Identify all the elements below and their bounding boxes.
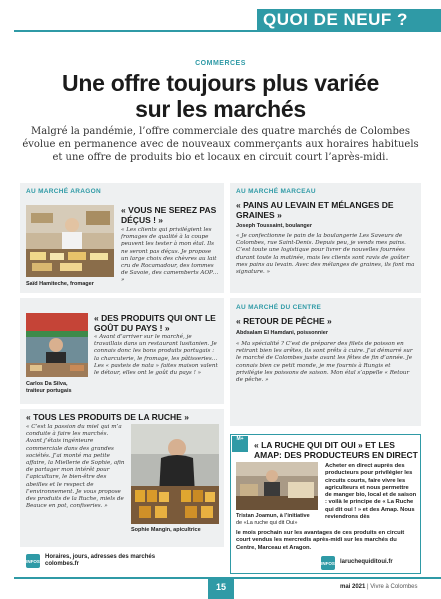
traiteur-caption-name: Carlos Da Silva, [26,381,68,387]
author-boulanger: Joseph Toussaint, boulanger [236,223,312,229]
amap-text-bottom: le mois prochain sur les avantages de ces produits en circuit court vendus les mercredis après-midi sur les marchés du Centre, Marceau et Aragon. [236,530,405,551]
info-icon: INFOS [321,556,335,570]
quote-text-poissonnier: « Ma spécialité ? C’est de préparer des filets de poisson en retirant bien les arêtes, ils sont prêts à cuire. J’ai démarré sur le marché de Colombes juste avant les fêtes de fin d’année. Je connais bien ce petit monde, je me fournis à Rungis et privilégie les poissons de saison. Mon étal s’appelle « Retour de pêche. » [236,341,413,384]
amap-title: « LA RUCHE QUI DIT OUI » ET LES AMAP: DES PRODUCTEURS EN DIRECT [254,440,418,460]
section-kicker: COMMERCES [195,60,246,67]
page-number: 15 [208,577,234,599]
section-header-title: QUOI DE NEUF ? [263,10,408,29]
quote-title-poissonnier: « RETOUR DE PÊCHE » [236,316,332,326]
footer-issue [340,584,418,590]
author-poissonnier: Abdsalam El Hamdani, poissonnier [236,330,328,336]
traiteur-caption [26,381,90,395]
headline-line-1: Une offre toujours plus variée [62,70,379,96]
producteur-photo [236,462,318,510]
quote-text-fromager: « Les clients qui privilégient les fromages de qualité à la coupe peuvent les tester à mon étal. Ils ne seront pas déçus. Je propose un large choix des chèvres au lait cru de Rocamadour, des tommes de Savoie, des camemberts AOP… » [121,227,219,284]
info-ruche [321,555,421,571]
traiteur-photo [26,313,88,377]
footer-separator: | [367,584,371,590]
fromager-photo [26,205,114,277]
quote-title-fromager: « VOUS NE SEREZ PAS DÉÇUS ! » [121,205,217,225]
header-rule [14,30,441,32]
article-headline [20,70,421,122]
aragon-label: AU MARCHÉ ARAGON [26,188,101,195]
amap-badge-icon: M+ [232,436,248,452]
article-intro: Malgré la pandémie, l’offre commerciale des quatre marchés de Colombes évolue en permanence avec de nouveaux commerçants aux horaires habituels et une offre de produits bio et locaux en circuit court l’après-midi. [22,126,419,163]
producteur-caption-sub: de «La ruche qui dit Oui» [236,519,298,526]
apicultrice-caption: Sophie Mangin, apicultrice [131,527,201,533]
footer-issue-date: mai 2021 [340,584,366,590]
info-markets [26,551,224,571]
producteur-caption [236,513,322,527]
info-markets-link[interactable]: colombes.fr [45,561,80,567]
info-icon: INFOS [26,554,40,568]
fromager-caption: Saïd Hamiteche, fromager [26,281,94,287]
quote-text-boulanger: « Je confectionne le pain de la boulangerie Les Saveurs de Colombes, rue Saint-Denis. Depuis peu, je vends mes pains. C’est toute une logistique pour livrer de nouvelles fournées durant toute la matinée, mais les clients sont ravis de goûter mes pains au levain. Avec des mélanges de graines, ils font ma signature. » [236,233,415,276]
traiteur-caption-role: traiteur portugais [26,387,72,394]
headline-line-2: sur les marchés [135,96,306,122]
apicultrice-photo [131,424,219,524]
quote-title-boulanger: « PAINS AU LEVAIN ET MÉLANGES DE GRAINES » [236,200,394,220]
info-markets-text [45,554,155,569]
footer-issue-name: Vivre à Colombes [370,584,418,590]
quote-text-traiteur: « Avant d’arriver sur le marché, je travaillais dans un restaurant lusitanien. Je connais donc les bons produits portugais : la charcuterie, le fromage, les pâtisseries… Les « pasteis de nata » faites maison valent le détour, elles ont le goût du pays ! » [94,334,218,377]
quote-text-apicultrice: « C’est la passion du miel qui m’a conduite à faire les marchés. Avant j’étais ingénieure commerciale dans des grandes sociétés. J’ai monté ma petite affaire, la Miellerie de Sophie, afin de partager mon intérêt pour l’apiculture, le bien-être des abeilles et le respect de l’environnement. Je vous propose des produits de la Ruche, miels de Beauce en pot, confiseries. » [26,424,125,510]
quote-title-apicultrice: « TOUS LES PRODUITS DE LA RUCHE » [26,412,189,422]
centre-label: AU MARCHÉ DU CENTRE [236,304,322,311]
quote-title-traiteur: « DES PRODUITS QUI ONT LE GOÛT DU PAYS ! » [94,313,216,333]
producteur-caption-name: Tristan Joamun, à l’initiative [236,513,310,519]
marceau-label: AU MARCHÉ MARCEAU [236,188,316,195]
amap-text-side: Acheter en direct auprès des producteurs pour privilégier les circuits courts, faire vivre les agriculteurs et nous permettre de manger bio, local et de saison : voilà le principe de « La Ruche qui dit oui ! » et des Amap. Nous reviendrons dès [325,463,417,521]
info-ruche-link[interactable]: laruchequiditoui.fr [340,559,393,566]
info-markets-line-1: Horaires, jours, adresses des marchés [45,553,156,560]
